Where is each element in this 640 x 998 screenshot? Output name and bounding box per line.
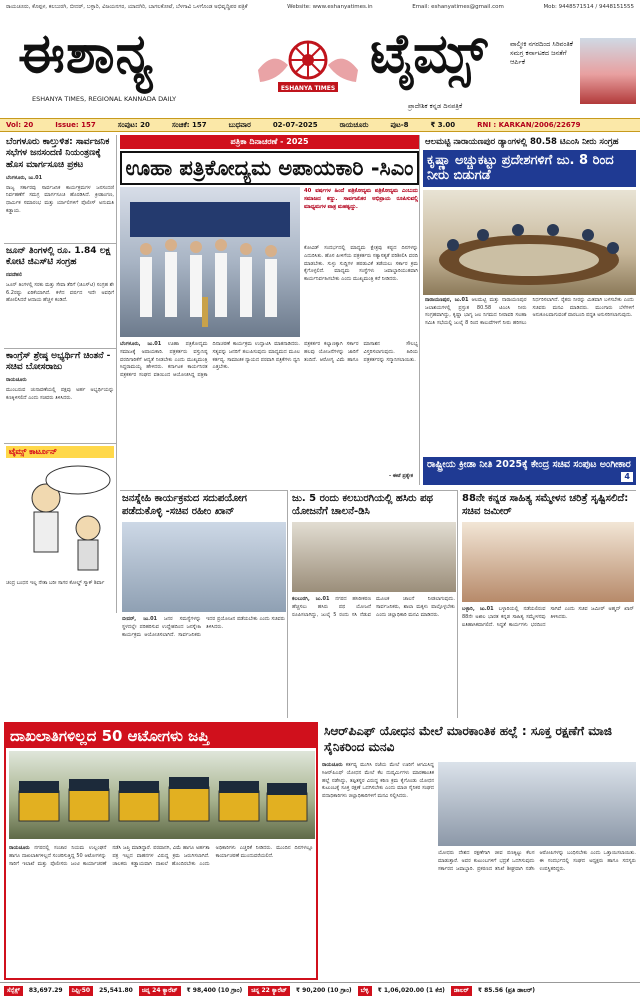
main-photo (120, 187, 300, 337)
issue: Issue: 157 (55, 121, 96, 129)
rni-number: RNI : KARKAN/2006/22679 (477, 121, 581, 129)
vidhana-soudha-image (580, 38, 636, 104)
coverage-text: ರಾಯಚೂರು, ಕೊಪ್ಪಳ, ಕಲಬುರಗಿ, ಬೀದರ್, ಬಳ್ಳಾರಿ, ವಿಜಯನಗರ, ಯಾದಗಿರಿ, ಬಾಗಲಕೋಟೆ, ಬೆಳಗಾವಿ ಒಳಗೊಂಡ ಅಭಿವೃದ್ಧಿಪರ ಪತ್ರಿಕೆ (6, 4, 248, 10)
dateline: ನವದೆಹಲಿ (6, 272, 23, 278)
place: ರಾಯಚೂರು (339, 120, 369, 129)
dateline: ಬೀದರ್, ಜು.01 (122, 616, 158, 622)
masthead-title-right: ಟೈಮ್ಸ್ (370, 21, 488, 85)
story-body: ಬೀದರ್, ಜು.01 ಜನರ ಸಮಸ್ಯೆಗಳನ್ನು ಸ್ಥಳದಲ್ಲೇ ಪರಿಹರಿಸುವ ಉದ್ದೇಶದಿಂದ ಜನಸ್ನೇಹಿ ಕಾರ್ಯಕ್ರಮ ಆಯೋಜಿಸಲಾಗಿದೆ. ಸಾರ್ವಜನಿಕರು ಇದರ ಪ್ರಯೋಜನ ಪಡೆಯಬೇಕು ಎಂದು ಸಚಿವರು ತಿಳಿಸಿದರು. (122, 616, 285, 638)
story-headline: ಜು. 5 ರಂದು ಕಲಬುರಗಿಯಲ್ಲಿ ಹಸಿರು ಪಥ ಯೋಜನೆಗೆ ಚಾಲನೆ-ಡಿಸಿ (292, 493, 433, 517)
cartoon-box (4, 443, 116, 590)
masthead-title-left: ಈಶಾನ್ಯ (18, 21, 155, 85)
emblem-label: ESHANYA TIMES (280, 85, 336, 92)
story-body: ಜೂನ್ ತಿಂಗಳಲ್ಲಿ ಸರಕು ಮತ್ತು ಸೇವಾ ತೆರಿಗೆ (ಜಿಎಸ್‌ಟಿ) ಸಂಗ್ರಹ ಶೇ 6.2ರಷ್ಟು ಏರಿಕೆಯಾಗಿದೆ. ಕಳೆದ ವರ್ಷದ ಇದೇ ಅವಧಿಗೆ ಹೋಲಿಸಿದರೆ ಆದಾಯ ಹೆಚ್ಚಳ ಕಂಡಿದೆ. (6, 281, 114, 304)
price: ₹ 3.00 (430, 121, 456, 129)
story-headline: ಕಾಂಗ್ರೆಸ್ ಶ್ರೇಷ್ಠ ಅಭ್ಯರ್ಥಿಗೆ ಚಿಂತನೆ - ಸಚಿವ ಬೋಸರಾಜು (4, 348, 116, 376)
dateline: ಬಳ್ಳಾರಿ, ಜು.01 (462, 606, 494, 612)
market-ticker (0, 982, 640, 998)
story-body-2: ಯೋಧರು ದೇಶದ ರಕ್ಷಣೆಗಾಗಿ ಜೀವ ಪಣಕ್ಕಿಟ್ಟು ಕೆಲಸ ಮಾಡುತ್ತಾರೆ. ಅವರ ಕುಟುಂಬಗಳಿಗೆ ಭದ್ರತೆ ಒದಗಿಸುವುದು ಸರ್ಕಾರದ ಜವಾಬ್ದಾರಿ. ಪ್ರಕರಣದ ತನಿಖೆ ಶೀಘ್ರವಾಗಿ ನಡೆಸಿ ಆರೋಪಿಗಳನ್ನು ಬಂಧಿಸಬೇಕು ಎಂದು ಒತ್ತಾಯಿಸಲಾಯಿತು. ಈ ಸಂದರ್ಭದಲ್ಲಿ ಸಂಘದ ಅಧ್ಯಕ್ಷರು ಹಾಗೂ ಸದಸ್ಯರು ಉಪಸ್ಥಿತರಿದ್ದರು. (438, 850, 636, 872)
main-story (120, 135, 420, 485)
autos-photo (9, 751, 315, 839)
ticker-label: ಬೆಳ್ಳಿ (358, 986, 372, 996)
mid-story-1 (120, 490, 288, 718)
dateline: ಬೆಂಗಳೂರು, ಜು.01 (120, 341, 162, 347)
memorandum-photo (438, 762, 636, 846)
story-photo (122, 522, 286, 612)
issue-date: 02-07-2025 (272, 121, 318, 129)
main-sidebar-body: ಕೋವಿಡ್ ಸಂದರ್ಭದಲ್ಲಿ ಮಾಧ್ಯಮ ಕ್ಷೇತ್ರವು ಕಷ್ಟದ ದಿನಗಳನ್ನು ಎದುರಿಸಿತು. ಹೊಸ ಪೀಳಿಗೆಯ ಪತ್ರಕರ್ತರು ಸತ್ಯಾಸತ್ಯತೆ ಪರಿಶೀಲಿಸಿ ವರದಿ ಮಾಡಬೇಕು. ಸುಳ್ಳು ಸುದ್ದಿಗಳ ಹರಡುವಿಕೆ ತಡೆಯಲು ಸರ್ಕಾರ ಕ್ರಮ ಕೈಗೊಳ್ಳಲಿದೆ. ಮಾಧ್ಯಮ ಸಂಸ್ಥೆಗಳು ಜವಾಬ್ದಾರಿಯುತವಾಗಿ ಕಾರ್ಯನಿರ್ವಹಿಸಬೇಕು ಎಂದು ಮುಖ್ಯಮಂತ್ರಿ ಕರೆ ನೀಡಿದರು. (304, 245, 418, 282)
story-headline: ಜನಸ್ನೇಹಿ ಕಾರ್ಯಕ್ರಮದ ಸದುಪಯೋಗ ಪಡೆದುಕೊಳ್ಳಿ -ಸಚಿವ ರಹೀಂ ಖಾನ್ (122, 493, 247, 517)
story-photo (292, 522, 456, 592)
volume: Vol: 20 (6, 121, 34, 129)
left-column (4, 135, 117, 613)
ticker-value: 25,541.80 (99, 987, 133, 994)
dateline: ರಾಯಚೂರು (9, 845, 30, 851)
dateline: ಕಲಬುರಗಿ, ಜು.01 (292, 596, 330, 602)
main-story-body-2: ಪತ್ರಕರ್ತರ ಕಲ್ಯಾಣಕ್ಕಾಗಿ ಸರ್ಕಾರ ಹಲವು ಯೋಜನೆಗಳನ್ನು ಜಾರಿಗೆ ತಂದಿದೆ. ಆರೋಗ್ಯ ವಿಮೆ ಹಾಗೂ ಮಾಸಾಶನ ಸೌಲಭ್ಯ ವಿಸ್ತರಿಸಲಾಗುವುದು. ಹಿರಿಯ ಪತ್ರಕರ್ತರನ್ನು ಸನ್ಮಾನಿಸಲಾಯಿತು. (304, 341, 418, 363)
ticker-value: ₹ 1,06,020.00 (1 ಕೆಜಿ) (377, 986, 445, 994)
story-body: ಕಲಬುರಗಿ, ಜು.01 ನಗರದ ಹಸಿರೀಕರಣ ಹೆಚ್ಚಿಸಲು ಹಸಿರು ಪಥ ಯೋಜನೆ ರೂಪಿಸಲಾಗಿದ್ದು, ಜುಲೈ 5 ರಂದು ಸಸಿ ನೆಡುವ ಮೂಲಕ ಚಾಲನೆ ನೀಡಲಾಗುವುದು. ಸಾರ್ವಜನಿಕರು, ಶಾಲಾ ಮಕ್ಕಳು ಪಾಲ್ಗೊಳ್ಳಬೇಕು ಎಂದು ಜಿಲ್ಲಾಧಿಕಾರಿ ಮನವಿ ಮಾಡಿದರು. (292, 596, 455, 618)
story-headline: ಬೆಂಗಳೂರು ಕಾಲ್ತುಳಿತ: ಸಾರ್ವಜನಿಕ ಸಭೆಗಳ ಜನಸಂದಣಿ ನಿಯಂತ್ರಣಕ್ಕೆ ಹೊಸ ಮಾರ್ಗಸೂಚಿ ಪ್ರಕಟ (6, 137, 110, 170)
right-top-story (423, 135, 636, 457)
cartoon-caption: ಚಂದ್ರ ಬಂಧನ ಇಲ್ಲ ನೇತಾ ಬರೀ ಸಾಗರ ಕೋಲ್ಡ್ ಸ್ಮಾಕ್ ಶಿರ್ವಾ (6, 580, 105, 586)
dateline: ನಾರಾಯಣಪುರ, ಜು.01 (425, 296, 469, 303)
story-headline: ದಾಖಲಾತಿಗಳಿಲ್ಲದ 50 ಆಟೋಗಳು ಜಪ್ತಿ (6, 724, 316, 748)
story-photo (462, 522, 634, 602)
ticker-value: 83,697.29 (28, 987, 63, 994)
dateline: ರಾಯಚೂರು (322, 762, 343, 768)
story-headline: 88ನೇ ಕನ್ನಡ ಸಾಹಿತ್ಯ ಸಮ್ಮೇಳನ ಚರಿತ್ರೆ ಸೃಷ್ಟಿಸಲಿದೆ: ಸಚಿವ ಜಮೀರ್ (462, 493, 629, 517)
dateline: ಬೆಂಗಳೂರು, ಜು.01 (6, 174, 43, 181)
cartoon-illustration (6, 458, 114, 576)
main-headline: ಊಹಾ ಪತ್ರಿಕೋದ್ಯಮ ಅಪಾಯಕಾರಿ -ಸಿಎಂ (120, 151, 419, 185)
right-headline: ಕೃಷ್ಣಾ ಅಚ್ಚುಕಟ್ಟು ಪ್ರದೇಶಗಳಿಗೆ ಜು. 8 ರಿಂದ ನೀರು ಬಿಡುಗಡೆ (423, 150, 636, 187)
bottom-right-story (322, 722, 636, 980)
meeting-photo (423, 190, 636, 295)
masthead-tagline: ಪ್ರಾದೇಶಿಕ ಕನ್ನಡ ದಿನಪತ್ರಿಕೆ (408, 102, 463, 110)
sports-banner-text: ರಾಷ್ಟ್ರೀಯ ಕ್ರೀಡಾ ನೀತಿ 2025ಕ್ಕೆ ಕೇಂದ್ರ ಸಚಿವ ಸಂಪುಟ ಅಂಗೀಕಾರ (427, 459, 631, 470)
story-body: ಬಳ್ಳಾರಿ, ಜು.01 ಬಳ್ಳಾರಿಯಲ್ಲಿ ನಡೆಯಲಿರುವ 88ನೇ ಅಖಿಲ ಭಾರತ ಕನ್ನಡ ಸಾಹಿತ್ಯ ಸಮ್ಮೇಳನವು ಐತಿಹಾಸಿಕವಾಗಲಿದೆ. ಸಿದ್ಧತೆ ಕಾರ್ಯಗಳು ಭರದಿಂದ ಸಾಗಿವೆ ಎಂದು ಸಚಿವ ಜಮೀರ್ ಅಹ್ಮದ್ ಖಾನ್ ತಿಳಿಸಿದರು. (462, 606, 634, 628)
masthead-hq-text: ವಾಲ್ಮೀಕಿ ನಗರದಿಂದ ಸಿರಿವಂತಿಕೆ ಸಮಗ್ರ ಕರ್ನಾಟಕದ ಜನತೆಗೆ ಆರ್ಪಿಕೆ (510, 40, 573, 67)
sampuTa: ಸಂಪುಟ: 20 (117, 120, 150, 129)
top-strip (0, 0, 640, 18)
story-body: ರಾಜ್ಯ ಸರ್ಕಾರವು ಸಾರ್ವಜನಿಕ ಕಾರ್ಯಕ್ರಮಗಳ ಜನಸಂದಣಿ ನಿರ್ವಹಣೆಗೆ ಸಮಗ್ರ ಮಾರ್ಗಸೂಚಿ ಹೊರಡಿಸಿದೆ. ಕ್ರೀಡಾಂಗಣ, ಧಾರ್ಮಿಕ ಸಮಾರಂಭ ಮತ್ತು ರ್ಯಾಲಿಗಳಿಗೆ ಪೊಲೀಸ್ ಅನುಮತಿ ಕಡ್ಡಾಯ. (6, 184, 114, 214)
ticker-value: ₹ 90,200 (10 ಗ್ರಾಂ) (295, 986, 352, 994)
main-kicker: ಪತ್ರಿಕಾ ದಿನಾಚರಣೆ - 2025 (120, 135, 419, 149)
mid-story-2 (290, 490, 458, 718)
issue-info-bar (0, 118, 640, 132)
ticker-value: ₹ 85.56 (ಪ್ರತಿ ಡಾಲರ್) (477, 986, 535, 994)
ticker-label: ಸೆನ್ಸೆಕ್ಸ್ (4, 986, 23, 996)
ticker-label: ನಿಫ್ಟಿ-50 (69, 986, 93, 996)
bottom-left-story (4, 722, 318, 980)
right-story-body: ನಾರಾಯಣಪುರ, ಜು.01 ಆಲಮಟ್ಟಿ ಮತ್ತು ನಾರಾಯಣಪುರ ಜಲಾಶಯಗಳಲ್ಲಿ ಪ್ರಸ್ತುತ 80.58 ಟಿಎಂಸಿ ನೀರು ಸಂಗ್ರಹವಾಗಿದ್ದು, ಕೃಷ್ಣಾ ಭಾಗ್ಯ ಜಲ ನಿಗಮದ ನೀರಾವರಿ ಸಲಹಾ ಸಮಿತಿ ಸಭೆಯಲ್ಲಿ ಜುಲೈ 8 ರಿಂದ ಕಾಲುವೆಗಳಿಗೆ ನೀರು ಹರಿಸಲು ನಿರ್ಧರಿಸಲಾಗಿದೆ. ರೈತರು ನೀರನ್ನು ಮಿತವಾಗಿ ಬಳಸಬೇಕು ಎಂದು ಸಚಿವರು ಮನವಿ ಮಾಡಿದರು. ಮುಂಗಾರು ಬೆಳೆಗಳಿಗೆ ಅನುಕೂಲವಾಗುವಂತೆ ವಾರಬಂದಿ ಪದ್ಧತಿ ಅನುಸರಿಸಲಾಗುವುದು. (425, 296, 634, 327)
email-text: Email: eshanyatimes@gmail.com (412, 4, 504, 10)
dateline: ರಾಯಚೂರು (6, 377, 27, 384)
cartoon-title: ಟೈಮ್ಸ್ ಕಾರ್ಟೂನ್ (6, 446, 114, 458)
story-headline: ಸಿಆರ್‌ಪಿಎಫ್ ಯೋಧನ ಮೇಲೆ ಮಾರಕಾಂತಿಕ ಹಲ್ಲೆ : ಸೂಕ್ತ ರಕ್ಷಣೆಗೆ ಮಾಜಿ ಸೈನಿಕರಿಂದ ಮನವಿ (324, 724, 612, 754)
pages: ಪುಟ-8 (390, 120, 409, 129)
sanchike: ಸಂಚಿಕೆ: 157 (171, 120, 207, 129)
mid-story-3 (460, 490, 636, 718)
ticker-label: ಚಿನ್ನ 22 ಕ್ಯಾರೆಟ್ (248, 986, 290, 996)
right-kicker: ಆಲಮಟ್ಟಿ ನಾರಾಯಣಪುರ ಡ್ಯಾಂಗಳಲ್ಲಿ 80.58 ಟಿಎಂಸಿ ನೀರು ಸಂಗ್ರಹ (425, 137, 619, 147)
mobile-text: Mob: 9448571514 / 9448151555 (543, 4, 634, 10)
ticker-label: ಚಿನ್ನ 24 ಕ್ಯಾರೆಟ್ (139, 986, 181, 996)
sports-banner (423, 457, 636, 485)
main-signature: - ಈಟೆ ಪ್ರತ್ಯೇಕ (388, 473, 413, 479)
story-body: ರಾಯಚೂರು ನಗರದಲ್ಲಿ ಸಂಚಾರ ನಿಯಮ ಉಲ್ಲಂಘನೆ ಹಾಗೂ ದಾಖಲಾತಿಗಳಿಲ್ಲದೆ ಸಂಚರಿಸುತ್ತಿದ್ದ 50 ಆಟೋಗಳನ್ನು ಸಾರಿಗೆ ಇಲಾಖೆ ಮತ್ತು ಪೊಲೀಸರು ಜಂಟಿ ಕಾರ್ಯಾಚರಣೆ ನಡೆಸಿ ಜಪ್ತಿ ಮಾಡಿದ್ದಾರೆ. ಪರವಾನಗಿ, ವಿಮೆ ಹಾಗೂ ಅರ್ಹತಾ ಪತ್ರ ಇಲ್ಲದ ವಾಹನಗಳ ವಿರುದ್ಧ ಕ್ರಮ ಜರುಗಿಸಲಾಗಿದೆ. ಚಾಲಕರು ಕಡ್ಡಾಯವಾಗಿ ದಾಖಲೆ ಹೊಂದಿರಬೇಕು ಎಂದು ಅಧಿಕಾರಿಗಳು ಎಚ್ಚರಿಕೆ ನೀಡಿದರು. ಮುಂದಿನ ದಿನಗಳಲ್ಲೂ ಕಾರ್ಯಾಚರಣೆ ಮುಂದುವರೆಯಲಿದೆ. (9, 845, 313, 867)
website-text: Website: www.eshanyatimes.in (287, 4, 373, 10)
masthead-emblem (248, 30, 368, 100)
ticker-label: ಡಾಲರ್ (451, 986, 472, 996)
page-ref: 4 (621, 472, 633, 482)
main-sidebar-text: 40 ವರ್ಷಗಳ ಹಿಂದೆ ಪತ್ರಿಕೋದ್ಯಮ ಪತ್ರಿಕೋದ್ಯಮ ಎಂಬುದು ಸಮಾಜದ ಕಣ್ಣು. ಸಾರ್ವಜನಿಕರ ಅಭಿಪ್ರಾಯ ರೂಪಿಸುವಲ್ಲಿ ಮಾಧ್ಯಮಗಳ ಪಾತ್ರ ಮಹತ್ವದ್ದು. (304, 188, 418, 211)
story-headline: ಜೂನ್ ತಿಂಗಳಲ್ಲಿ ರೂ. 1.84 ಲಕ್ಷ ಕೋಟಿ ಜಿಎಸ್‌ಟಿ ಸಂಗ್ರಹ (4, 243, 116, 271)
story-body: ಮುಂಬರುವ ಚುನಾವಣೆಯಲ್ಲಿ ಪಕ್ಷವು ಅರ್ಹ ಅಭ್ಯರ್ಥಿಯನ್ನು ಕಣಕ್ಕಿಳಿಸಲಿದೆ ಎಂದು ಸಚಿವರು ತಿಳಿಸಿದರು. (6, 387, 114, 401)
weekday: ಬುಧವಾರ (228, 120, 251, 129)
masthead-subtitle: ESHANYA TIMES, REGIONAL KANNADA DAILY (32, 95, 177, 103)
story-body: ರಾಯಚೂರು ಕರ್ತವ್ಯ ಮುಗಿಸಿ ರಜೆಯ ಮೇಲೆ ಊರಿಗೆ ಆಗಮಿಸಿದ್ದ ಸಿಆರ್‌ಪಿಎಫ್ ಯೋಧನ ಮೇಲೆ ಕೆಲ ದುಷ್ಕರ್ಮಿಗಳು ಮಾರಣಾಂತಿಕ ಹಲ್ಲೆ ನಡೆಸಿದ್ದು, ತಪ್ಪಿತಸ್ಥರ ವಿರುದ್ಧ ಕಠಿಣ ಕ್ರಮ ಕೈಗೊಂಡು ಯೋಧನ ಕುಟುಂಬಕ್ಕೆ ಸೂಕ್ತ ರಕ್ಷಣೆ ಒದಗಿಸಬೇಕು ಎಂದು ಮಾಜಿ ಸೈನಿಕರ ಸಂಘದ ಪದಾಧಿಕಾರಿಗಳು ಜಿಲ್ಲಾಧಿಕಾರಿಗಳಿಗೆ ಮನವಿ ಸಲ್ಲಿಸಿದರು. (322, 762, 434, 799)
ticker-value: ₹ 98,400 (10 ಗ್ರಾಂ) (186, 986, 243, 994)
main-story-body: ಬೆಂಗಳೂರು, ಜು.01 ಊಹಾ ಪತ್ರಿಕೋದ್ಯಮ ಸಮಾಜಕ್ಕೆ ಅಪಾಯಕಾರಿ. ಪತ್ರಕರ್ತರು ವಸ್ತುನಿಷ್ಠ ವರದಿಗಾರಿಕೆಗೆ ಆದ್ಯತೆ ನೀಡಬೇಕು ಎಂದು ಮುಖ್ಯಮಂತ್ರಿ ಸಿದ್ದರಾಮಯ್ಯ ಹೇಳಿದರು. ಕರ್ನಾಟಕ ಕಾರ್ಯನಿರತ ಪತ್ರಕರ್ತರ ಸಂಘದ ವತಿಯಿಂದ ಆಯೋಜಿಸಿದ್ದ ಪತ್ರಿಕಾ ದಿನಾಚರಣೆ ಕಾರ್ಯಕ್ರಮ ಉದ್ಘಾಟಿಸಿ ಮಾತನಾಡಿದರು. ಸತ್ಯವನ್ನು ಜನರಿಗೆ ತಲುಪಿಸುವುದು ಮಾಧ್ಯಮದ ಮೂಲ ಕರ್ತವ್ಯ. ಸಾಮಾಜಿಕ ನ್ಯಾಯದ ಪರವಾಗಿ ಪತ್ರಿಕೆಗಳು ಧ್ವನಿ ಎತ್ತಬೇಕು. (120, 341, 300, 378)
